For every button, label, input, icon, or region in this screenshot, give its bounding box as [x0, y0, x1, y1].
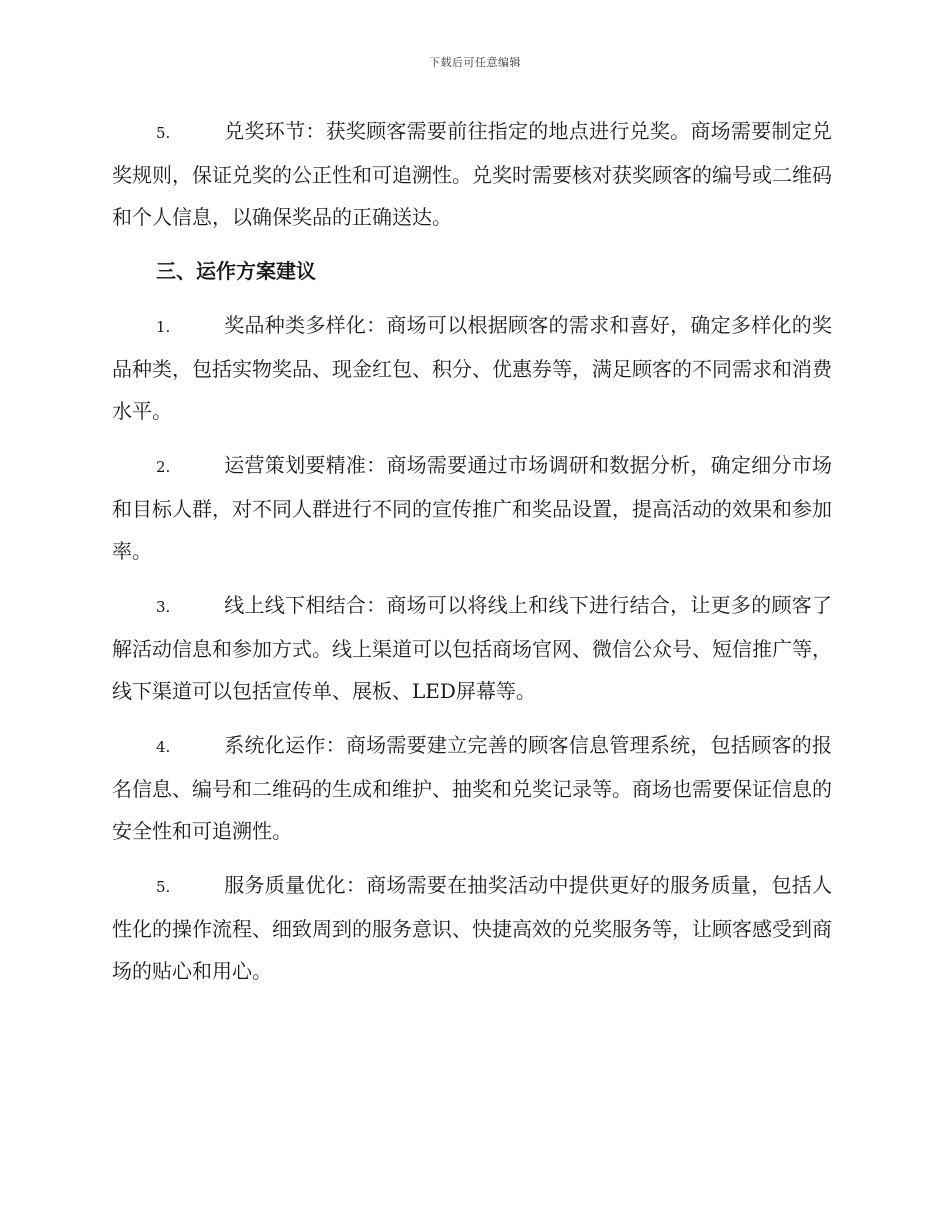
list-number: 5. — [156, 878, 171, 896]
list-number: 4. — [156, 738, 171, 756]
list-number: 1. — [156, 318, 171, 336]
paragraph-text: 运营策划要精准：商场需要通过市场调研和数据分析，确定细分市场和目标人群，对不同人群进行不同的宣传推广和奖品设置，提高活动的效果和参加率。 — [112, 453, 832, 563]
list-number: 5. — [156, 124, 171, 142]
paragraph-item-3 — [112, 584, 832, 712]
paragraph-item-1 — [112, 304, 832, 432]
paragraph-item-4 — [112, 724, 832, 852]
paragraph-text: 兑奖环节：获奖顾客需要前往指定的地点进行兑奖。商场需要制定兑奖规则，保证兑奖的公正性和可追溯性。兑奖时需要核对获奖顾客的编号或二维码和个人信息，以确保奖品的正确送达。 — [112, 119, 832, 229]
list-number: 3. — [156, 598, 171, 616]
paragraph-item-5 — [112, 864, 832, 992]
paragraph-item-2 — [112, 444, 832, 572]
paragraph-item-intro — [112, 110, 832, 238]
document-body — [112, 110, 832, 1004]
paragraph-text: 系统化运作：商场需要建立完善的顾客信息管理系统，包括顾客的报名信息、编号和二维码的生成和维护、抽奖和兑奖记录等。商场也需要保证信息的安全性和可追溯性。 — [112, 733, 832, 843]
list-number: 2. — [156, 458, 171, 476]
section-heading: 三、运作方案建议 — [156, 259, 316, 283]
paragraph-text: 奖品种类多样化：商场可以根据顾客的需求和喜好，确定多样化的奖品种类，包括实物奖品、现金红包、积分、优惠券等，满足顾客的不同需求和消费水平。 — [112, 313, 832, 423]
paragraph-text: 线上线下相结合：商场可以将线上和线下进行结合，让更多的顾客了解活动信息和参加方式。线上渠道可以包括商场官网、微信公众号、短信推广等，线下渠道可以包括宣传单、展板、LED屏幕等。 — [112, 593, 832, 703]
header-note: 下载后可任意编辑 — [429, 56, 521, 69]
paragraph-text: 服务质量优化：商场需要在抽奖活动中提供更好的服务质量，包括人性化的操作流程、细致周到的服务意识、快捷高效的兑奖服务等，让顾客感受到商场的贴心和用心。 — [112, 873, 832, 983]
